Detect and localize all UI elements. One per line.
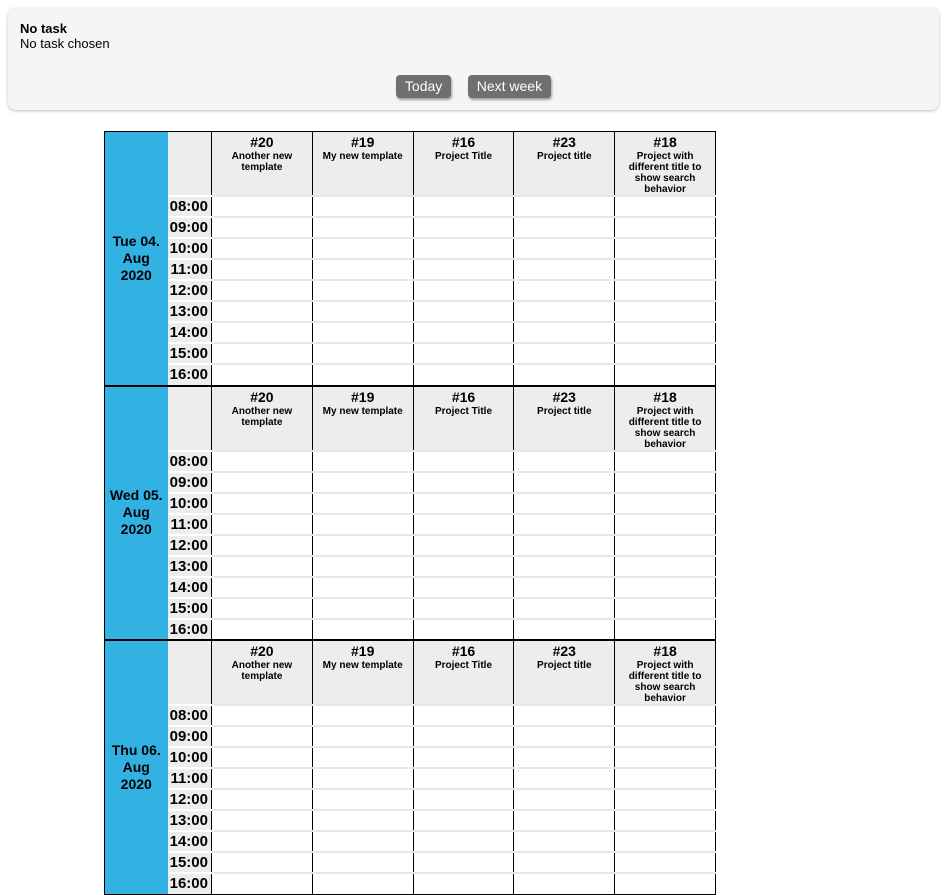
time-slot[interactable] xyxy=(615,514,716,535)
project-title: Project with different title to show search behavior xyxy=(628,660,702,704)
time-label: 11:00 xyxy=(168,259,212,280)
time-label: 15:00 xyxy=(168,598,212,619)
project-title: My new template xyxy=(322,660,403,671)
day-label xyxy=(105,386,168,640)
time-slot[interactable] xyxy=(212,747,313,768)
project-id: #23 xyxy=(552,643,576,659)
time-slot[interactable] xyxy=(514,747,615,768)
time-slot[interactable] xyxy=(413,322,514,343)
time-slot[interactable] xyxy=(615,343,716,364)
day-block-header-row xyxy=(105,132,716,197)
time-slot[interactable] xyxy=(413,873,514,894)
time-slot[interactable] xyxy=(413,259,514,280)
time-slot[interactable] xyxy=(514,514,615,535)
time-slot[interactable] xyxy=(413,196,514,217)
time-slot[interactable] xyxy=(312,705,413,726)
time-slot[interactable] xyxy=(312,747,413,768)
project-id: #18 xyxy=(653,388,677,405)
task-panel xyxy=(8,8,939,110)
time-slot[interactable] xyxy=(615,556,716,577)
project-column-header xyxy=(312,132,413,197)
time-slot[interactable] xyxy=(615,705,716,726)
time-slot[interactable] xyxy=(615,472,716,493)
project-column-header xyxy=(212,386,313,451)
panel-subtitle: No task chosen xyxy=(20,36,110,51)
day-block-header-row xyxy=(105,386,716,451)
time-row xyxy=(105,556,716,577)
time-label: 14:00 xyxy=(168,577,212,598)
project-column-header xyxy=(615,386,716,451)
time-row xyxy=(105,514,716,535)
time-label: 09:00 xyxy=(168,217,212,238)
time-slot[interactable] xyxy=(413,556,514,577)
project-column-header xyxy=(212,132,313,197)
project-column-header xyxy=(413,641,514,706)
project-id: #16 xyxy=(451,134,476,150)
time-slot[interactable] xyxy=(212,514,313,535)
time-slot[interactable] xyxy=(514,852,615,873)
time-slot[interactable] xyxy=(514,789,615,810)
project-title: Project Title xyxy=(434,405,493,417)
panel-buttons xyxy=(20,75,927,98)
time-slot[interactable] xyxy=(615,451,716,472)
time-label: 11:00 xyxy=(168,768,212,789)
time-row xyxy=(105,196,716,217)
project-id: #16 xyxy=(451,643,476,659)
time-slot[interactable] xyxy=(615,322,716,343)
time-slot[interactable] xyxy=(514,280,615,301)
panel-title: No task xyxy=(20,21,67,36)
time-slot[interactable] xyxy=(615,493,716,514)
time-row xyxy=(105,619,716,640)
time-row xyxy=(105,301,716,322)
project-title: Another new template xyxy=(231,405,293,428)
time-label: 14:00 xyxy=(168,322,212,343)
time-slot[interactable] xyxy=(514,238,615,259)
time-slot[interactable] xyxy=(615,535,716,556)
time-slot[interactable] xyxy=(514,196,615,217)
time-slot[interactable] xyxy=(212,789,313,810)
project-id: #19 xyxy=(351,643,375,659)
time-slot[interactable] xyxy=(413,726,514,747)
time-slot[interactable] xyxy=(312,768,413,789)
time-slot[interactable] xyxy=(312,810,413,831)
time-label: 08:00 xyxy=(168,451,212,472)
time-row xyxy=(105,873,716,894)
day-label-line2: Aug 2020 xyxy=(120,504,152,538)
time-slot[interactable] xyxy=(312,343,413,364)
project-title: Another new template xyxy=(231,660,293,682)
today-button[interactable]: Today xyxy=(396,75,451,98)
time-row xyxy=(105,705,716,726)
time-row xyxy=(105,451,716,472)
time-slot[interactable] xyxy=(615,217,716,238)
time-row xyxy=(105,726,716,747)
time-row xyxy=(105,493,716,514)
time-row xyxy=(105,810,716,831)
time-slot[interactable] xyxy=(413,343,514,364)
day-label-line2: Aug 2020 xyxy=(120,758,152,792)
project-id: #16 xyxy=(451,388,476,405)
day-label xyxy=(105,132,168,386)
time-slot[interactable] xyxy=(312,493,413,514)
time-slot[interactable] xyxy=(615,747,716,768)
time-slot[interactable] xyxy=(212,322,313,343)
project-column-header xyxy=(312,641,413,706)
time-row xyxy=(105,598,716,619)
project-title: Project Title xyxy=(434,151,493,162)
time-label: 12:00 xyxy=(168,280,212,301)
time-slot[interactable] xyxy=(312,364,413,385)
time-slot[interactable] xyxy=(413,280,514,301)
time-slot[interactable] xyxy=(312,598,413,619)
time-row xyxy=(105,238,716,259)
time-slot[interactable] xyxy=(615,280,716,301)
time-slot[interactable] xyxy=(514,705,615,726)
time-row xyxy=(105,364,716,385)
time-slot[interactable] xyxy=(514,472,615,493)
time-slot[interactable] xyxy=(413,451,514,472)
time-slot[interactable] xyxy=(312,238,413,259)
time-column-header xyxy=(168,641,212,706)
time-slot[interactable] xyxy=(413,577,514,598)
time-slot[interactable] xyxy=(312,472,413,493)
time-row xyxy=(105,852,716,873)
time-slot[interactable] xyxy=(312,577,413,598)
time-slot[interactable] xyxy=(615,768,716,789)
day-block xyxy=(104,131,716,386)
time-slot[interactable] xyxy=(212,343,313,364)
time-row xyxy=(105,280,716,301)
time-slot[interactable] xyxy=(413,810,514,831)
project-id: #20 xyxy=(250,643,274,659)
time-slot[interactable] xyxy=(514,556,615,577)
time-slot[interactable] xyxy=(212,831,313,852)
time-slot[interactable] xyxy=(212,873,313,894)
time-row xyxy=(105,789,716,810)
time-row xyxy=(105,343,716,364)
time-row xyxy=(105,831,716,852)
time-slot[interactable] xyxy=(212,852,313,873)
time-slot[interactable] xyxy=(413,472,514,493)
time-slot[interactable] xyxy=(514,343,615,364)
time-slot[interactable] xyxy=(615,852,716,873)
time-slot[interactable] xyxy=(212,238,313,259)
day-label xyxy=(105,641,168,895)
time-label: 09:00 xyxy=(168,726,212,747)
time-slot[interactable] xyxy=(514,259,615,280)
time-slot[interactable] xyxy=(413,852,514,873)
schedule xyxy=(104,131,716,895)
day-label-line2: Aug 2020 xyxy=(120,249,152,283)
project-column-header xyxy=(514,641,615,706)
time-slot[interactable] xyxy=(312,259,413,280)
project-title: My new template xyxy=(322,151,403,162)
time-slot[interactable] xyxy=(413,514,514,535)
time-slot[interactable] xyxy=(514,810,615,831)
time-slot[interactable] xyxy=(615,619,716,640)
time-slot[interactable] xyxy=(413,301,514,322)
time-slot[interactable] xyxy=(312,831,413,852)
time-slot[interactable] xyxy=(615,726,716,747)
day-block xyxy=(104,386,716,641)
project-column-header xyxy=(312,386,413,451)
time-slot[interactable] xyxy=(212,217,313,238)
time-slot[interactable] xyxy=(212,493,313,514)
project-id: #19 xyxy=(351,134,375,150)
time-slot[interactable] xyxy=(212,619,313,640)
time-label: 10:00 xyxy=(168,747,212,768)
time-label: 16:00 xyxy=(168,619,212,640)
time-slot[interactable] xyxy=(615,364,716,385)
time-label: 13:00 xyxy=(168,810,212,831)
project-title: Project title xyxy=(537,405,592,417)
time-slot[interactable] xyxy=(514,364,615,385)
project-id: #20 xyxy=(250,134,274,150)
time-slot[interactable] xyxy=(212,556,313,577)
time-slot[interactable] xyxy=(615,259,716,280)
project-title: Project title xyxy=(537,151,592,162)
time-label: 12:00 xyxy=(168,535,212,556)
time-label: 14:00 xyxy=(168,831,212,852)
project-column-header xyxy=(212,641,313,706)
time-slot[interactable] xyxy=(312,217,413,238)
time-slot[interactable] xyxy=(312,873,413,894)
time-slot[interactable] xyxy=(615,831,716,852)
day-label-line1: Wed 05. xyxy=(109,487,163,504)
time-slot[interactable] xyxy=(312,619,413,640)
time-slot[interactable] xyxy=(615,789,716,810)
project-column-header xyxy=(413,386,514,451)
time-label: 08:00 xyxy=(168,196,212,217)
project-column-header xyxy=(514,132,615,197)
project-column-header xyxy=(514,386,615,451)
time-label: 12:00 xyxy=(168,789,212,810)
time-row xyxy=(105,322,716,343)
time-row xyxy=(105,259,716,280)
time-slot[interactable] xyxy=(212,598,313,619)
project-title: Another new template xyxy=(231,151,293,173)
time-label: 16:00 xyxy=(168,364,212,385)
time-slot[interactable] xyxy=(413,831,514,852)
time-slot[interactable] xyxy=(212,196,313,217)
time-slot[interactable] xyxy=(312,852,413,873)
project-id: #18 xyxy=(653,134,677,150)
project-title: Project Title xyxy=(434,660,493,671)
time-label: 11:00 xyxy=(168,514,212,535)
time-slot[interactable] xyxy=(413,535,514,556)
time-row xyxy=(105,768,716,789)
time-slot[interactable] xyxy=(514,619,615,640)
time-slot[interactable] xyxy=(514,493,615,514)
time-slot[interactable] xyxy=(212,768,313,789)
time-slot[interactable] xyxy=(413,598,514,619)
day-label-line1: Thu 06. xyxy=(111,741,161,758)
time-slot[interactable] xyxy=(514,768,615,789)
time-slot[interactable] xyxy=(212,577,313,598)
time-slot[interactable] xyxy=(514,535,615,556)
project-column-header xyxy=(615,641,716,706)
time-row xyxy=(105,747,716,768)
project-column-header xyxy=(413,132,514,197)
time-row xyxy=(105,577,716,598)
time-slot[interactable] xyxy=(615,577,716,598)
time-label: 15:00 xyxy=(168,852,212,873)
time-slot[interactable] xyxy=(312,726,413,747)
time-slot[interactable] xyxy=(514,577,615,598)
project-title: Project with different title to show search behavior xyxy=(628,405,702,450)
time-slot[interactable] xyxy=(212,259,313,280)
time-slot[interactable] xyxy=(413,789,514,810)
time-slot[interactable] xyxy=(413,238,514,259)
time-slot[interactable] xyxy=(212,364,313,385)
project-column-header xyxy=(615,132,716,197)
time-slot[interactable] xyxy=(615,301,716,322)
project-id: #23 xyxy=(552,134,576,150)
time-slot[interactable] xyxy=(312,322,413,343)
time-slot[interactable] xyxy=(615,873,716,894)
time-label: 13:00 xyxy=(168,556,212,577)
time-row xyxy=(105,217,716,238)
time-label: 08:00 xyxy=(168,705,212,726)
time-slot[interactable] xyxy=(413,619,514,640)
time-slot[interactable] xyxy=(413,705,514,726)
time-slot[interactable] xyxy=(312,556,413,577)
time-slot[interactable] xyxy=(514,301,615,322)
time-slot[interactable] xyxy=(514,451,615,472)
project-id: #23 xyxy=(552,388,576,405)
time-label: 10:00 xyxy=(168,493,212,514)
time-slot[interactable] xyxy=(514,217,615,238)
time-label: 09:00 xyxy=(168,472,212,493)
time-slot[interactable] xyxy=(514,873,615,894)
time-column-header xyxy=(168,132,212,197)
time-row xyxy=(105,472,716,493)
time-slot[interactable] xyxy=(514,831,615,852)
time-slot[interactable] xyxy=(413,217,514,238)
project-id: #19 xyxy=(351,388,375,405)
project-id: #20 xyxy=(250,388,274,405)
time-slot[interactable] xyxy=(212,280,313,301)
project-title: Project with different title to show search behavior xyxy=(628,151,702,195)
time-slot[interactable] xyxy=(413,493,514,514)
time-slot[interactable] xyxy=(413,364,514,385)
time-slot[interactable] xyxy=(312,451,413,472)
time-label: 15:00 xyxy=(168,343,212,364)
project-title: My new template xyxy=(322,405,403,417)
time-slot[interactable] xyxy=(212,726,313,747)
time-slot[interactable] xyxy=(212,535,313,556)
time-slot[interactable] xyxy=(514,322,615,343)
project-id: #18 xyxy=(653,643,677,659)
time-slot[interactable] xyxy=(514,598,615,619)
time-slot[interactable] xyxy=(615,238,716,259)
time-slot[interactable] xyxy=(615,196,716,217)
time-label: 16:00 xyxy=(168,873,212,894)
time-slot[interactable] xyxy=(413,747,514,768)
time-column-header xyxy=(168,386,212,451)
time-row xyxy=(105,535,716,556)
time-slot[interactable] xyxy=(212,810,313,831)
time-slot[interactable] xyxy=(212,301,313,322)
time-slot[interactable] xyxy=(312,514,413,535)
time-label: 10:00 xyxy=(168,238,212,259)
time-slot[interactable] xyxy=(312,301,413,322)
time-slot[interactable] xyxy=(615,810,716,831)
time-slot[interactable] xyxy=(312,196,413,217)
project-title: Project title xyxy=(537,660,592,671)
next-week-button[interactable]: Next week xyxy=(468,75,551,98)
time-slot[interactable] xyxy=(212,472,313,493)
time-slot[interactable] xyxy=(312,535,413,556)
time-slot[interactable] xyxy=(514,726,615,747)
time-slot[interactable] xyxy=(312,280,413,301)
day-block-header-row xyxy=(105,641,716,706)
day-label-line1: Tue 04. xyxy=(112,232,160,249)
time-slot[interactable] xyxy=(615,598,716,619)
time-label: 13:00 xyxy=(168,301,212,322)
time-slot[interactable] xyxy=(212,705,313,726)
time-slot[interactable] xyxy=(312,789,413,810)
time-slot[interactable] xyxy=(413,768,514,789)
time-slot[interactable] xyxy=(212,451,313,472)
day-block xyxy=(104,640,716,895)
